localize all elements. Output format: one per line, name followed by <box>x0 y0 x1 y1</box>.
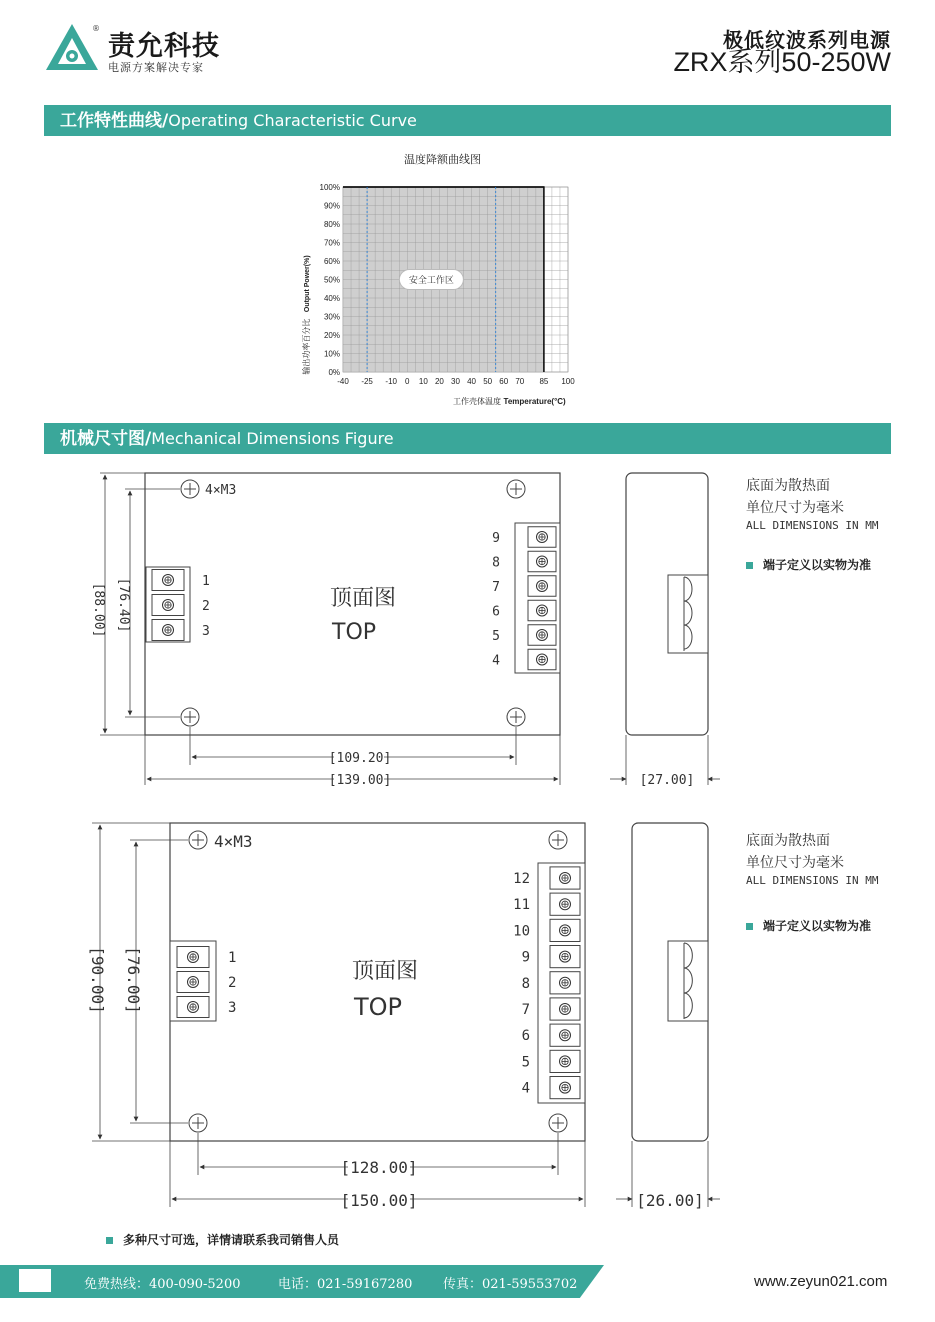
series-title-model: ZRX系列50-250W <box>673 47 891 77</box>
x-tick-label: 50 <box>483 377 493 386</box>
pin-label: 2 <box>228 975 237 991</box>
footer-fax: 传真：021-59553702 <box>443 1277 578 1292</box>
series-title-cn: 极低纹波系列电源 <box>723 28 891 52</box>
x-tick-label: -40 <box>337 377 349 386</box>
brand-tagline: 电源方案解决专家 <box>108 61 204 74</box>
footer-phone: 电话：021-59167280 <box>278 1277 413 1292</box>
pin-label: 7 <box>521 1002 530 1018</box>
note-unit: 单位尺寸为毫米 <box>746 855 844 871</box>
mount-hole <box>549 1114 567 1132</box>
section-title-cn: 工作特性曲线/ <box>60 111 169 131</box>
registered-mark: ® <box>92 24 100 33</box>
y-tick-label: 60% <box>323 257 340 266</box>
dim-width-inner: [109.20] <box>328 751 392 766</box>
x-tick-label: 60 <box>499 377 509 386</box>
pin-label: 10 <box>513 923 530 940</box>
mount-hole <box>181 480 199 498</box>
dim-depth: [27.00] <box>639 773 695 788</box>
pin-label: 5 <box>492 629 500 644</box>
y-tick-label: 100% <box>319 183 340 192</box>
mount-hole <box>507 708 525 726</box>
chart-title: 温度降额曲线图 <box>404 153 481 166</box>
pin-label: 11 <box>513 897 530 914</box>
pin-label: 4 <box>521 1080 530 1097</box>
y-tick-label: 20% <box>323 331 340 340</box>
pin-label: 12 <box>513 871 530 887</box>
note-all-dims: ALL DIMENSIONS IN MM <box>746 874 879 887</box>
pin-label: 3 <box>202 624 210 639</box>
mount-label: 4×M3 <box>214 832 253 851</box>
pin-label: 8 <box>492 555 500 571</box>
y-tick-label: 40% <box>323 294 340 303</box>
x-tick-label: 40 <box>467 377 477 386</box>
x-tick-label: 100 <box>561 377 575 386</box>
zone-label: 安全工作区 <box>408 276 454 286</box>
x-tick-label: -10 <box>385 377 397 386</box>
y-tick-label: 10% <box>323 349 340 359</box>
x-tick-label: 10 <box>418 377 428 386</box>
x-tick-label: -25 <box>361 377 373 386</box>
bullet-square-icon <box>106 1237 113 1244</box>
derating-chart <box>290 175 590 415</box>
view-title-cn: 顶面图 <box>330 586 397 611</box>
note-heat-surface: 底面为散热面 <box>746 833 830 849</box>
section-bar-operating-curve <box>44 105 891 136</box>
mount-hole <box>507 480 525 498</box>
y-tick-label: 0% <box>328 368 340 377</box>
mount-hole <box>189 1114 207 1132</box>
bullet-square-icon <box>746 562 753 569</box>
pin-label: 1 <box>228 950 237 966</box>
view-title-en: TOP <box>332 620 377 645</box>
pin-label: 6 <box>492 604 500 620</box>
pin-label: 3 <box>228 1000 237 1016</box>
dim-height-outer: [88.00] <box>91 582 106 638</box>
y-tick-label: 70% <box>323 238 340 248</box>
pin-label: 1 <box>202 574 210 589</box>
x-tick-label: 0 <box>405 377 410 386</box>
note-heat-surface: 底面为散热面 <box>746 478 830 494</box>
footer-website[interactable]: www.zeyun021.com <box>754 1273 888 1290</box>
pin-label: 7 <box>492 580 500 595</box>
y-tick-label: 80% <box>323 220 340 229</box>
footer-box <box>19 1269 51 1292</box>
x-tick-label: 70 <box>515 377 525 386</box>
pin-label: 2 <box>202 599 210 614</box>
dim-height-inner: [76.00] <box>124 946 143 1014</box>
side-notes-1 <box>746 475 878 573</box>
pin-label: 9 <box>492 531 500 546</box>
x-tick-label: 20 <box>434 377 444 386</box>
section2-title-en: Mechanical Dimensions Figure <box>151 429 394 448</box>
y-tick-label: 30% <box>323 312 340 322</box>
dim-height-outer: [90.00] <box>88 946 107 1014</box>
dim-height-inner: [76.40] <box>116 577 131 633</box>
note-unit: 单位尺寸为毫米 <box>746 500 844 516</box>
brand-name: 责允科技 <box>108 31 220 62</box>
x-tick-label: 30 <box>451 377 460 386</box>
footer-hotline: 免费热线：400-090-5200 <box>84 1277 241 1292</box>
chart-xlabel: 工作壳体温度 Temperature(°C) <box>453 397 566 406</box>
side-notes-2 <box>746 830 878 934</box>
pin-label: 6 <box>521 1028 530 1045</box>
section-title-en: Operating Characteristic Curve <box>168 111 417 130</box>
mount-hole <box>181 708 199 726</box>
section2-title-cn: 机械尺寸图/ <box>60 429 152 449</box>
note-terminal: 端子定义以实物为准 <box>746 917 878 934</box>
size-options-note: 多种尺寸可选，详情请联系我司销售人员 <box>106 1231 339 1248</box>
note-all-dims: ALL DIMENSIONS IN MM <box>746 519 879 532</box>
y-tick-label: 50% <box>323 275 340 285</box>
mount-hole <box>549 831 567 849</box>
pin-label: 4 <box>492 653 500 669</box>
pin-label: 8 <box>521 975 530 992</box>
bullet-square-icon <box>746 923 753 930</box>
pin-label: 9 <box>521 949 530 966</box>
mechanical-drawing-1 <box>80 465 720 795</box>
mount-label: 4×M3 <box>205 483 237 498</box>
note-terminal: 端子定义以实物为准 <box>746 556 878 573</box>
view-title-en: TOP <box>354 993 403 1021</box>
dim-width-inner: [128.00] <box>340 1158 418 1177</box>
section-bar-mechanical-dimensions <box>44 423 891 454</box>
dim-width-outer: [139.00] <box>328 773 392 788</box>
y-tick-label: 90% <box>323 201 340 211</box>
chart-ylabel: 输出功率百分比 Output Power(%) <box>302 255 311 375</box>
pin-label: 5 <box>521 1054 530 1071</box>
dim-width-outer: [150.00] <box>340 1191 418 1210</box>
view-title-cn: 顶面图 <box>352 959 419 984</box>
mount-hole <box>189 831 207 849</box>
x-tick-label: 85 <box>539 377 549 386</box>
mechanical-drawing-2 <box>80 815 720 1215</box>
dim-depth: [26.00] <box>636 1191 704 1210</box>
